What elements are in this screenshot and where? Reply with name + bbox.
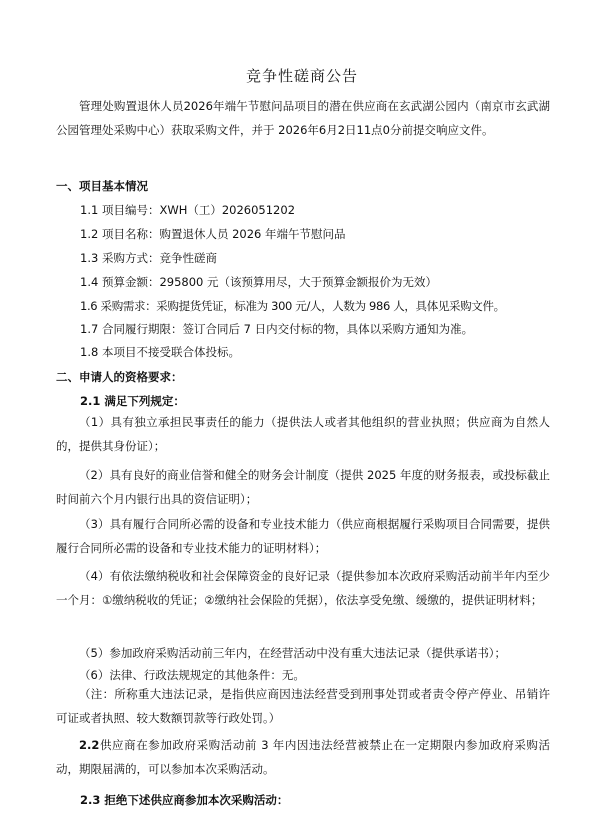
section-2-2-label: 2.2 bbox=[79, 738, 100, 752]
item-procurement-method: 1.3 采购方式：竞争性磋商 bbox=[80, 251, 217, 265]
section-1-heading: 一、项目基本情况 bbox=[56, 179, 148, 193]
requirement-4: （4）有依法缴纳税收和社会保障资金的良好记录（提供参加本次政府采购活动前半年内至少一个月：①缴纳税收的凭证；②缴纳社会保险的凭据），依法享受免缴、缓缴的，提供证明材料； bbox=[56, 569, 550, 607]
requirement-5: （5）参加政府采购活动前三年内，在经营活动中没有重大违法记录（提供承诺书）； bbox=[79, 646, 507, 660]
item-requirements: 1.6 采购需求：采购提货凭证，标准为 300 元/人，人数为 986 人，具体见采购文件。 bbox=[80, 299, 505, 313]
item-project-number: 1.1 项目编号：XWH（工）2026051202 bbox=[80, 203, 296, 217]
requirement-3: （3）具有履行合同所必需的设备和专业技术能力（供应商根据履行采购项目合同需要，提供履行合同所必需的设备和专业技术能力的证明材料）； bbox=[56, 517, 550, 555]
section-2-heading: 二、申请人的资格要求： bbox=[56, 370, 183, 384]
illegal-record-note: （注：所称重大违法记录，是指供应商因违法经营受到刑事处罚或者责令停产停业、吊销许可证或者执照、较大数额罚款等行政处罚。） bbox=[56, 687, 550, 725]
item-contract-period: 1.7 合同履行期限：签订合同后 7 日内交付标的物，具体以采购方通知为准。 bbox=[80, 322, 474, 336]
section-2-2-paragraph bbox=[56, 734, 550, 781]
section-2-1-heading: 2.1 满足下列规定： bbox=[80, 394, 185, 408]
requirement-6: （6）法律、行政法规规定的其他条件：无。 bbox=[79, 668, 305, 682]
item-budget: 1.4 预算金额：295800 元（该预算用尽，大于预算金额报价为无效） bbox=[80, 275, 437, 289]
requirement-2: （2）具有良好的商业信誉和健全的财务会计制度（提供 2025 年度的财务报表，或投标截止时间前六个月内银行出具的资信证明）； bbox=[56, 468, 550, 506]
document-title: 竞争性磋商公告 bbox=[245, 67, 358, 85]
item-no-consortium: 1.8 本项目不接受联合体投标。 bbox=[80, 345, 240, 359]
item-project-name: 1.2 项目名称：购置退休人员 2026 年端午节慰问品 bbox=[80, 227, 346, 241]
requirement-1: （1）具有独立承担民事责任的能力（提供法人或者其他组织的营业执照；供应商为自然人的，提供其身份证）； bbox=[56, 415, 550, 453]
section-2-2-text: 供应商在参加政府采购活动前 3 年内因违法经营被禁止在一定期限内参加政府采购活动，期限届满的，可以参加本次采购活动。 bbox=[56, 738, 550, 776]
section-2-3-heading: 2.3 拒绝下述供应商参加本次采购活动： bbox=[80, 793, 289, 807]
intro-paragraph: 管理处购置退休人员2026年端午节慰问品项目的潜在供应商在玄武湖公园内（南京市玄武湖公园管理处采购中心）获取采购文件，并于 2026年6月2日11点0分前提交响应文件。 bbox=[56, 99, 550, 137]
